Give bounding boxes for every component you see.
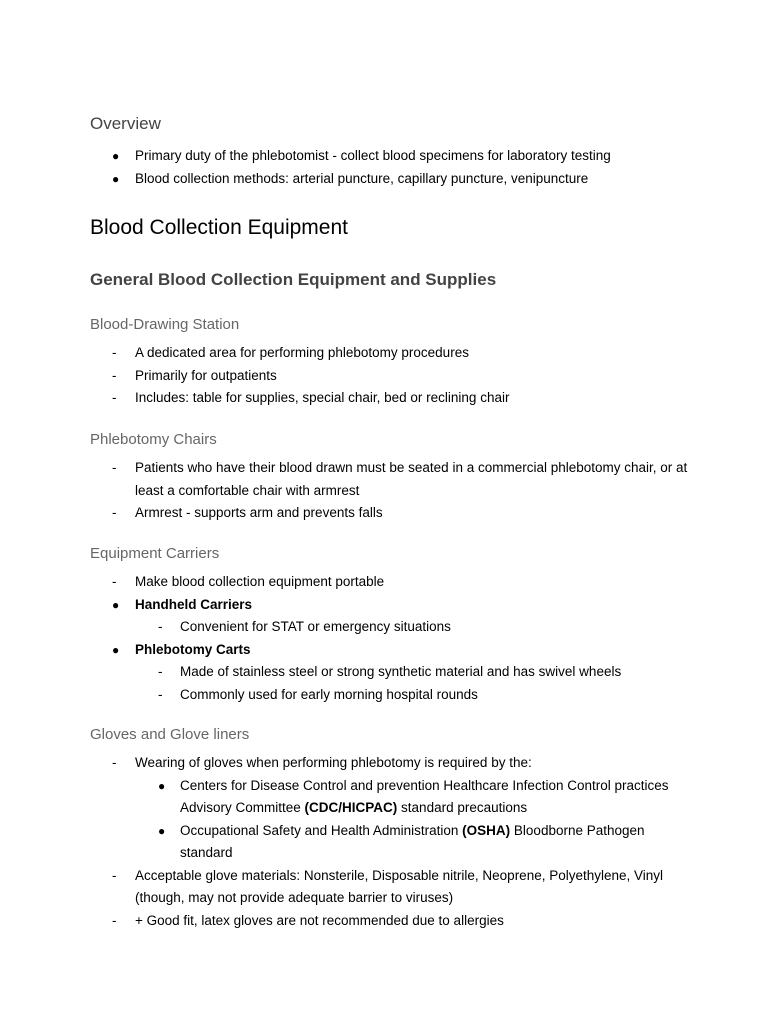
list-item: ● Centers for Disease Control and prevention Healthcare Infection Control practices Advisory Committee (CDC/HICPAC) standard precautions — [90, 775, 690, 820]
list-item: ● Primary duty of the phlebotomist - collect blood specimens for laboratory testing — [90, 145, 690, 168]
list-item: - Armrest - supports arm and prevents falls — [90, 502, 690, 525]
station-list — [90, 342, 690, 410]
carriers-list — [90, 571, 690, 706]
list-item: - Make blood collection equipment portable — [90, 571, 690, 594]
list-item: - Convenient for STAT or emergency situations — [90, 616, 690, 639]
chairs-list — [90, 457, 690, 525]
list-item: - Wearing of gloves when performing phlebotomy is required by the: — [90, 752, 690, 775]
bullet-marker: ● — [112, 149, 120, 163]
dash-marker: - — [112, 912, 117, 928]
bullet-marker: ● — [158, 778, 166, 793]
overview-list — [90, 145, 690, 190]
list-item: - Primarily for outpatients — [90, 365, 690, 388]
dash-marker: - — [112, 345, 117, 360]
dash-marker: - — [112, 867, 117, 883]
list-item: - Acceptable glove materials: Nonsterile, Disposable nitrile, Neoprene, Polyethylene, Vinyl (though, may not provide adequate barrier to viruses) — [90, 865, 690, 910]
station-heading: Blood-Drawing Station — [90, 316, 240, 333]
gloves-heading: Gloves and Glove liners — [90, 726, 250, 743]
main-heading: Blood Collection Equipment — [90, 216, 348, 239]
carriers-heading: Equipment Carriers — [90, 545, 220, 562]
dash-marker: - — [112, 755, 117, 770]
list-item: ● Handheld Carriers — [90, 594, 690, 617]
bullet-marker: ● — [158, 823, 166, 838]
list-item: - + Good fit, latex gloves are not recommended due to allergies — [90, 910, 690, 933]
dash-marker: - — [112, 574, 117, 589]
dash-marker: - — [112, 460, 117, 475]
chairs-heading: Phlebotomy Chairs — [90, 431, 217, 448]
list-item: - Includes: table for supplies, special chair, bed or reclining chair — [90, 387, 690, 410]
list-item: - Made of stainless steel or strong synthetic material and has swivel wheels — [90, 661, 690, 684]
sub-heading: General Blood Collection Equipment and Supplies — [90, 270, 497, 289]
dash-marker: - — [112, 505, 117, 520]
dash-marker: - — [158, 619, 163, 634]
gloves-list — [90, 752, 690, 932]
list-item: - Patients who have their blood drawn must be seated in a commercial phlebotomy chair, or at least a comfortable chair with armrest — [90, 457, 690, 502]
list-item: - Commonly used for early morning hospital rounds — [90, 684, 690, 707]
bullet-marker: ● — [112, 597, 120, 612]
list-item: - A dedicated area for performing phlebotomy procedures — [90, 342, 690, 365]
dash-marker: - — [158, 686, 163, 702]
dash-marker: - — [112, 367, 117, 383]
bullet-marker: ● — [112, 171, 120, 186]
dash-marker: - — [158, 664, 163, 679]
list-item: ● Phlebotomy Carts — [90, 639, 690, 662]
list-item: ● Blood collection methods: arterial puncture, capillary puncture, venipuncture — [90, 168, 690, 191]
list-item: ● Occupational Safety and Health Administration (OSHA) Bloodborne Pathogen standard — [90, 820, 690, 865]
dash-marker: - — [112, 390, 117, 405]
bullet-marker: ● — [112, 642, 120, 657]
overview-heading: Overview — [90, 114, 161, 133]
